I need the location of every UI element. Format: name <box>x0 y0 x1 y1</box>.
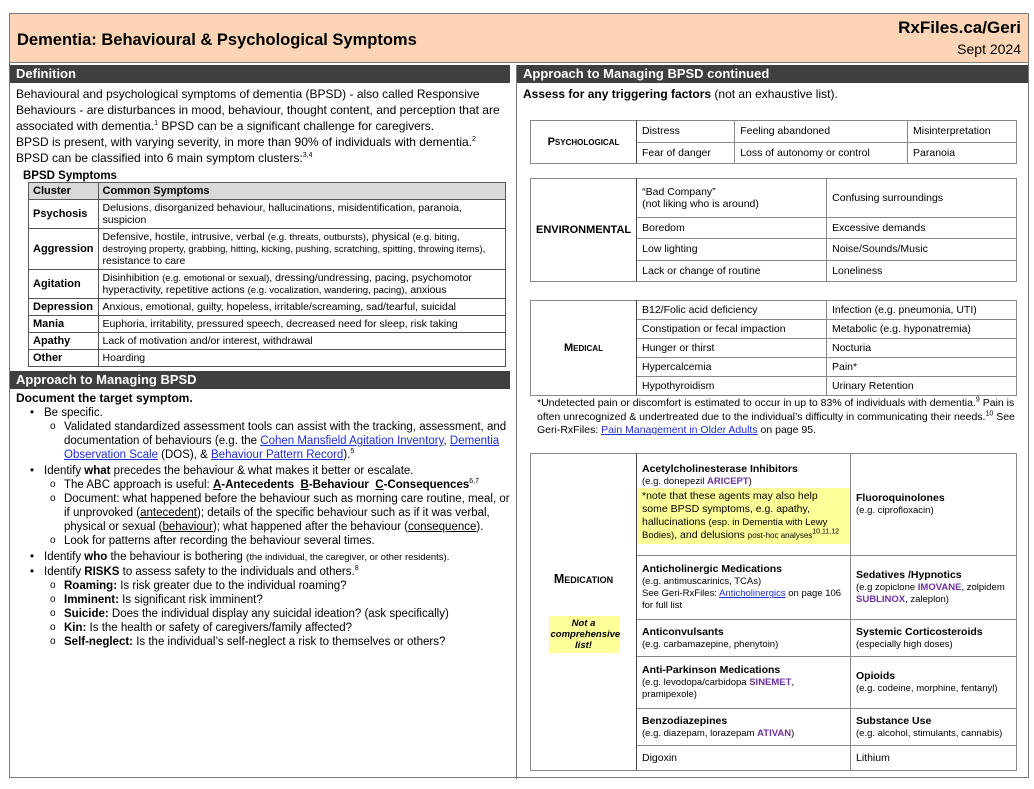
table-row: Aggression Defensive, hostile, intrusive, verbal (e.g. threats, outbursts), physical (e.g. biting, destroying property, grabbing, hitting, kicking, pushing, scratching, spitting, throwing items), resistance to care <box>29 229 506 270</box>
approach-list <box>10 406 510 649</box>
brand: RxFiles.ca/Geri <box>898 18 1021 37</box>
link-behaviour-pattern-record[interactable]: Behaviour Pattern Record <box>211 449 344 461</box>
symptoms-heading: BPSD Symptoms <box>23 170 117 182</box>
medical-label: Medical <box>531 301 637 396</box>
list-item: o Roaming: Is risk greater due to the individual roaming? <box>10 579 510 593</box>
substance-use-cell: Substance Use (e.g. alcohol, stimulants, cannabis) <box>851 708 1017 745</box>
link-cohen-mansfield[interactable]: Cohen Mansfield Agitation Inventory <box>260 435 444 447</box>
pain-note: *Undetected pain or discomfort is estimated to occur in up to 83% of individuals with dementia.$^9$ Pain is often unrecognized & undertreated due to the individual’s difficulty in communicating their needs.$^{10}$ See Geri-RxFiles: Pain Management in Older Adults on page 95. <box>537 396 1015 436</box>
assess-lead: Assess for any triggering factors (not an exhaustive list). <box>523 87 838 101</box>
list-item: • Identify RISKS to assess safety to the individuals and others.$^8$ <box>10 565 510 579</box>
anticonvulsants-cell: Anticonvulsants (e.g. carbamazepine, phenytoin) <box>637 619 851 656</box>
table-row: Apathy Lack of motivation and/or interest, withdrawal <box>29 333 506 350</box>
list-item: o Kin: Is the health or safety of caregivers/family affected? <box>10 621 510 635</box>
page-title: Dementia: Behavioural & Psychological Symptoms <box>17 31 417 49</box>
approach-continued-heading: Approach to Managing BPSD continued <box>517 65 1028 83</box>
corticosteroids-cell: Systemic Corticosteroids (especially high doses) <box>851 619 1017 656</box>
definition-heading: Definition <box>10 65 510 83</box>
environmental-label: ENVIRONMENTAL <box>531 179 637 282</box>
list-item: o Suicide: Does the individual display any suicidal ideation? (ask specifically) <box>10 607 510 621</box>
psychological-label: Psychological <box>531 121 637 164</box>
link-anticholinergics[interactable]: Anticholinergics <box>719 588 786 600</box>
list-item: • Identify what precedes the behaviour & what makes it better or escalate. <box>10 464 510 478</box>
opioids-cell: Opioids (e.g. codeine, morphine, fentanyl) <box>851 657 1017 709</box>
list-item: • Identify who the behaviour is bothering (the individual, the caregiver, or other residents). <box>10 550 510 565</box>
medication-label: Medication Not a comprehensive list! <box>531 454 637 771</box>
ache-cell: Acetylcholinesterase Inhibitors (e.g. donepezil ARICEPT) *note that these agents may also help some BPSD symptoms, e.g. apathy, hallucinations (esp. in Dementia with Lewy Bodies), and delusions post-hoc analyses$^{10,11,12}$ <box>637 454 851 556</box>
benzodiazepines-cell: Benzodiazepines (e.g. diazepam, lorazepam ATIVAN) <box>637 708 851 745</box>
medical-table: Medical B12/Folic acid deficiency Infection (e.g. pneumonia, UTI) Constipation or fecal impaction Metabolic (e.g. hyponatremia) Hunger or thirst Nocturia Hypercalcemia Pain* Hypothyroidism Urinary Retention <box>530 300 1017 396</box>
page <box>9 13 1029 778</box>
list-item: o Imminent: Is significant risk imminent? <box>10 593 510 607</box>
table-row: Mania Euphoria, irritability, pressured speech, decreased need for sleep, risk taking <box>29 316 506 333</box>
symptoms-table: Cluster Common Symptoms Psychosis Delusions, disorganized behaviour, hallucinations, misidentification, paranoia, suspicion Aggression Defensive, hostile, intrusive, verbal (e.g. threats, outbursts), physical (e.g. biting, destroying property, grabbing, hitting, kicking, pushing, scratching, spitting, throwing items), resistance to care Agitation Disinhibition (e.g. emotional or sexual), dressing/undressing, pacing, psychomotor hyperactivity, repetitive actions (e.g. vocalization, wandering, pacing), anxious Depression Anxious, emotional, guilty, hopeless, irritable/screaming, sad/tearful, suicidal Mania Euphoria, irritability, pressured speech, decreased need for sleep, risk taking Apathy Lack of motivation and/or interest, withdrawal Other Hoarding <box>28 182 506 367</box>
header <box>10 14 1028 63</box>
list-item: o Validated standardized assessment tools can assist with the tracking, assessment, and documentation of behaviours (e.g. the Cohen Mansfield Agitation Inventory, Dementia Observation Scale (DOS), & Behaviour Pattern Record).$^5$ <box>10 420 510 462</box>
approach-heading: Approach to Managing BPSD <box>10 371 510 389</box>
approach-lead: Document the target symptom. <box>16 391 193 405</box>
list-item: • Be specific. <box>10 406 510 420</box>
environmental-table: ENVIRONMENTAL “Bad Company” (not liking who is around) Confusing surroundings Boredom Excessive demands Low lighting Noise/Sounds/Music Lack or change of routine Loneliness <box>530 178 1017 282</box>
not-comprehensive-note: Not a comprehensive list! <box>550 617 621 651</box>
list-item: o The ABC approach is useful: A-Antecedents B-Behaviour C-Consequences$^{6,7}$ <box>10 478 510 492</box>
psychological-table: Psychological Distress Feeling abandoned Misinterpretation Fear of danger Loss of autonomy or control Paranoia <box>530 120 1017 164</box>
lithium-cell: Lithium <box>851 746 1017 771</box>
table-row: Psychosis Delusions, disorganized behaviour, hallucinations, misidentification, paranoia, suspicion <box>29 200 506 229</box>
anti-parkinson-cell: Anti-Parkinson Medications (e.g. levodopa/carbidopa SINEMET, pramipexole) <box>637 657 851 709</box>
anticholinergic-cell: Anticholinergic Medications (e.g. antimuscarinics, TCAs) See Geri-RxFiles: Anticholinergics on page 106 for full list <box>637 555 851 619</box>
link-dementia-observation-scale[interactable]: Dementia Observation Scale <box>64 435 500 461</box>
table-row: Agitation Disinhibition (e.g. emotional or sexual), dressing/undressing, pacing, psychomotor hyperactivity, repetitive actions (e.g. vocalization, wandering, pacing), anxious <box>29 270 506 299</box>
list-item: o Document: what happened before the behaviour such as morning care routine, meal, or if unprovoked (antecedent); details of the specific behaviour such as if it was verbal, physical or sexual (behaviour); what happened after the behaviour (consequence). <box>10 492 510 534</box>
date: Sept 2024 <box>957 41 1021 57</box>
list-item: o Self-neglect: Is the individual’s self-neglect a risk to themselves or others? <box>10 635 510 649</box>
right-column <box>516 65 1028 779</box>
link-pain-management[interactable]: Pain Management in Older Adults <box>601 424 758 436</box>
sedatives-cell: Sedatives /Hypnotics (e.g zopiclone IMOVANE, zolpidem SUBLINOX, zaleplon) <box>851 555 1017 619</box>
medication-table <box>530 453 1017 771</box>
table-row: Other Hoarding <box>29 350 506 367</box>
fluoroquinolones-cell: Fluoroquinolones (e.g. ciprofloxacin) <box>851 454 1017 556</box>
list-item: o Look for patterns after recording the behaviour several times. <box>10 534 510 548</box>
definition-text: Behavioural and psychological symptoms of dementia (BPSD) - also called Responsive Behaviours - are disturbances in mood, behaviour, thought content, and perception that are associated with dementia.$^1$ BPSD can be a significant challenge for caregivers. BPSD is present, with varying severity, in more than 90% of individuals with dementia.$^2$ BPSD can be classified into 6 main symptom clusters:$^{3,4}$ <box>16 87 500 165</box>
table-row: Depression Anxious, emotional, guilty, hopeless, irritable/screaming, sad/tearful, suicidal <box>29 299 506 316</box>
left-column <box>10 65 510 649</box>
digoxin-cell: Digoxin <box>637 746 851 771</box>
